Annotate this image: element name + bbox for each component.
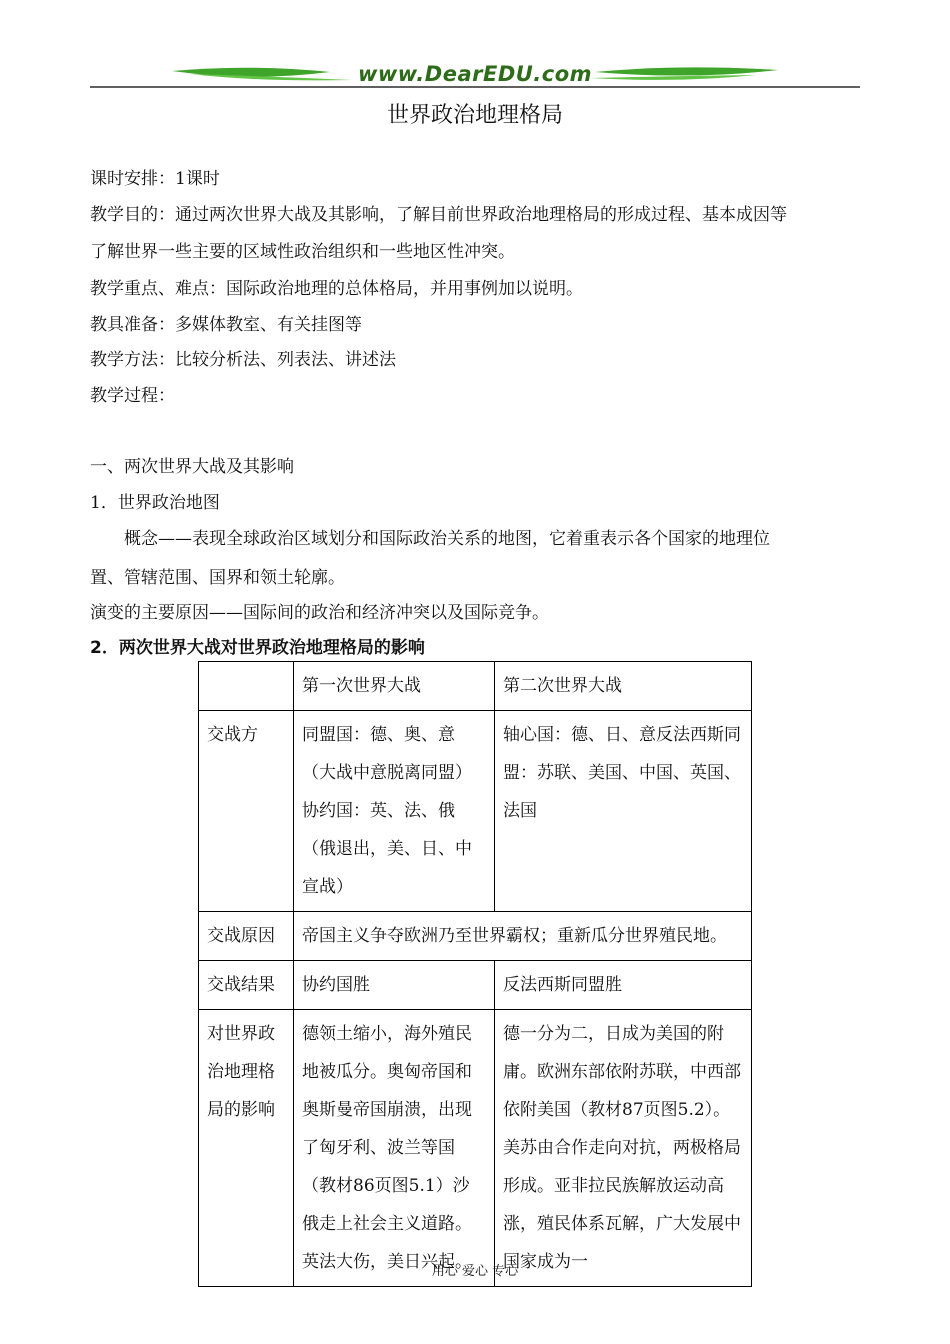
section-heading: 一、两次世界大战及其影响 <box>90 457 294 477</box>
goal-line-2: 了解世界一些主要的区域性政治组织和一些地区性冲突。 <box>90 242 515 262</box>
table-cell <box>199 662 294 711</box>
table-cell: 帝国主义争夺欧洲乃至世界霸权；重新瓜分世界殖民地。 <box>294 912 752 961</box>
table-header-cell: 第二次世界大战 <box>495 662 752 711</box>
war-comparison-table <box>198 661 752 1287</box>
row-label: 对世界政治地理格局的影响 <box>199 1010 294 1287</box>
goal-line-1: 教学目的：通过两次世界大战及其影响，了解目前世界政治地理格局的形成过程、基本成因等 <box>90 205 787 225</box>
table-row <box>199 662 752 711</box>
method-line: 教学方法：比较分析法、列表法、讲述法 <box>90 350 396 370</box>
row-label: 交战结果 <box>199 961 294 1010</box>
site-header <box>90 58 860 92</box>
page-title: 世界政治地理格局 <box>386 103 563 128</box>
table-cell: 反法西斯同盟胜 <box>495 961 752 1010</box>
table-cell: 德领土缩小，海外殖民地被瓜分。奥匈帝国和奥斯曼帝国崩溃，出现了匈牙利、波兰等国（教材86页图5.1）沙俄走上社会主义道路。英法大伤，美日兴起。 <box>294 1010 495 1287</box>
subsection-2: 2．两次世界大战对世界政治地理格局的影响 <box>90 638 425 658</box>
focus-line: 教学重点、难点：国际政治地理的总体格局，并用事例加以说明。 <box>90 279 583 299</box>
row-label: 交战原因 <box>199 912 294 961</box>
table-row <box>199 912 752 961</box>
evolution-line: 演变的主要原因——国际间的政治和经济冲突以及国际竞争。 <box>90 603 549 623</box>
tools-line: 教具准备：多媒体教室、有关挂图等 <box>90 315 362 335</box>
table-row <box>199 1010 752 1287</box>
page-footer: 用心 爱心 专心 <box>431 1264 519 1279</box>
concept-line-1: 概念——表现全球政治区域划分和国际政治关系的地图，它着重表示各个国家的地理位 <box>124 529 770 549</box>
table-cell: 协约国胜 <box>294 961 495 1010</box>
table-row <box>199 961 752 1010</box>
table-cell: 德一分为二，日成为美国的附庸。欧洲东部依附苏联，中西部依附美国（教材87页图5.2）。美苏由合作走向对抗，两极格局形成。亚非拉民族解放运动高涨，殖民体系瓦解，广大发展中国家成为一 <box>495 1010 752 1287</box>
site-logo[interactable]: www.DearEDU.com <box>357 62 593 86</box>
subsection-1: 1．世界政治地图 <box>90 493 220 513</box>
concept-line-2: 置、管辖范围、国界和领土轮廓。 <box>90 568 345 588</box>
row-label: 交战方 <box>199 711 294 912</box>
table-row <box>199 711 752 912</box>
schedule-line: 课时安排：1课时 <box>90 169 220 189</box>
table-cell: 轴心国：德、日、意反法西斯同盟：苏联、美国、中国、英国、法国 <box>495 711 752 912</box>
table-cell: 同盟国：德、奥、意（大战中意脱离同盟）协约国：英、法、俄（俄退出，美、日、中宣战） <box>294 711 495 912</box>
table-header-cell: 第一次世界大战 <box>294 662 495 711</box>
process-line: 教学过程： <box>90 386 175 406</box>
